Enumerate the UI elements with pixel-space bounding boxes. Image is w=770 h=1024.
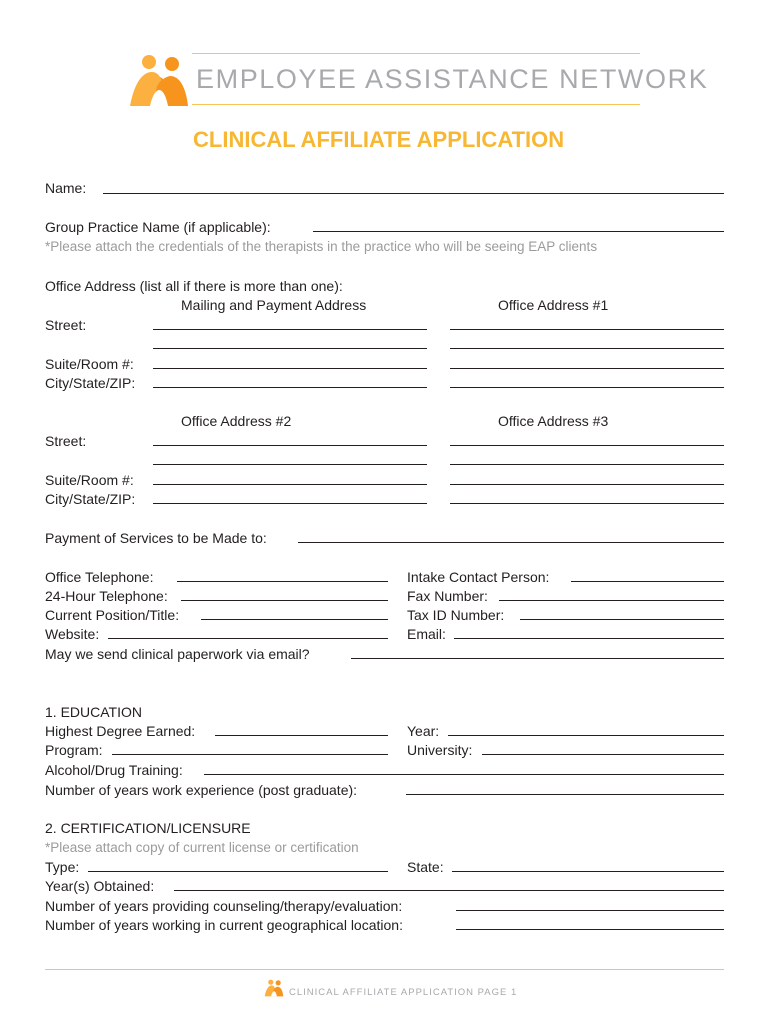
office-phone-field[interactable]: [177, 581, 388, 582]
state-field[interactable]: [452, 871, 724, 872]
office1-suite-field[interactable]: [450, 368, 724, 369]
group-practice-field[interactable]: [313, 231, 724, 232]
university-label: University:: [407, 742, 473, 758]
website-field[interactable]: [108, 638, 388, 639]
years-location-label: Number of years working in current geographical location:: [45, 917, 403, 933]
suite-label: Suite/Room #:: [45, 356, 134, 372]
group-practice-note: *Please attach the credentials of the therapists in the practice who will be seeing EAP clients: [45, 239, 598, 254]
street-label: Street:: [45, 317, 87, 333]
office3-city-field[interactable]: [450, 503, 724, 504]
fax-label: Fax Number:: [407, 588, 488, 604]
office1-street2-field[interactable]: [450, 348, 724, 349]
degree-field[interactable]: [215, 735, 388, 736]
people-group-icon: [128, 52, 190, 108]
office-address-label: Office Address (list all if there is more than one):: [45, 278, 343, 294]
office2-city-field[interactable]: [153, 503, 427, 504]
position-field[interactable]: [201, 619, 388, 620]
header-rule-top: [192, 53, 640, 54]
mailing-suite-field[interactable]: [153, 368, 427, 369]
mailing-street-field[interactable]: [153, 329, 427, 330]
group-practice-label: Group Practice Name (if applicable):: [45, 219, 271, 235]
website-label: Website:: [45, 626, 100, 642]
fax-field[interactable]: [499, 600, 724, 601]
intake-contact-label: Intake Contact Person:: [407, 569, 550, 585]
office2-street2-field[interactable]: [153, 464, 427, 465]
phone-24-field[interactable]: [181, 600, 388, 601]
office3-street-field[interactable]: [450, 445, 724, 446]
program-field[interactable]: [112, 754, 388, 755]
intake-contact-field[interactable]: [571, 581, 724, 582]
experience-field[interactable]: [406, 794, 724, 795]
experience-label: Number of years work experience (post graduate):: [45, 782, 358, 798]
years-location-field[interactable]: [456, 929, 724, 930]
tax-id-label: Tax ID Number:: [407, 607, 505, 623]
year-field[interactable]: [448, 735, 724, 736]
office3-street2-field[interactable]: [450, 464, 724, 465]
page-title: CLINICAL AFFILIATE APPLICATION: [193, 127, 565, 152]
payment-field[interactable]: [298, 542, 724, 543]
year-label: Year:: [407, 723, 440, 739]
certification-heading: 2. CERTIFICATION/LICENSURE: [45, 820, 251, 836]
suite-label-2: Suite/Room #:: [45, 472, 134, 488]
office3-suite-field[interactable]: [450, 484, 724, 485]
office3-heading: Office Address #3: [498, 413, 609, 429]
office1-city-field[interactable]: [450, 387, 724, 388]
office-phone-label: Office Telephone:: [45, 569, 154, 585]
type-field[interactable]: [88, 871, 388, 872]
street-label-2: Street:: [45, 433, 87, 449]
people-group-icon: [264, 979, 284, 997]
email-paperwork-field[interactable]: [351, 658, 724, 659]
type-label: Type:: [45, 859, 80, 875]
years-obtained-label: Year(s) Obtained:: [45, 878, 155, 894]
city-label-2: City/State/ZIP:: [45, 491, 136, 507]
program-label: Program:: [45, 742, 103, 758]
years-counseling-label: Number of years providing counseling/therapy/evaluation:: [45, 898, 403, 914]
office1-street-field[interactable]: [450, 329, 724, 330]
degree-label: Highest Degree Earned:: [45, 723, 196, 739]
mailing-city-field[interactable]: [153, 387, 427, 388]
email-label: Email:: [407, 626, 446, 642]
alcohol-label: Alcohol/Drug Training:: [45, 762, 183, 778]
office2-suite-field[interactable]: [153, 484, 427, 485]
brand-name: EMPLOYEE ASSISTANCE NETWORK: [196, 64, 709, 94]
office2-heading: Office Address #2: [181, 413, 292, 429]
email-field[interactable]: [454, 638, 724, 639]
state-label: State:: [407, 859, 444, 875]
years-counseling-field[interactable]: [456, 910, 724, 911]
office2-street-field[interactable]: [153, 445, 427, 446]
tax-id-field[interactable]: [520, 619, 724, 620]
position-label: Current Position/Title:: [45, 607, 180, 623]
name-field[interactable]: [103, 193, 724, 194]
mailing-street2-field[interactable]: [153, 348, 427, 349]
education-heading: 1. EDUCATION: [45, 704, 142, 720]
email-paperwork-label: May we send clinical paperwork via email?: [45, 646, 310, 662]
footer-rule: [45, 969, 724, 970]
city-label: City/State/ZIP:: [45, 375, 136, 391]
footer-page-label: CLINICAL AFFILIATE APPLICATION PAGE 1: [289, 987, 518, 998]
mailing-heading: Mailing and Payment Address: [181, 297, 367, 313]
name-label: Name:: [45, 180, 87, 196]
certification-note: *Please attach copy of current license or certification: [45, 840, 359, 855]
payment-label: Payment of Services to be Made to:: [45, 530, 267, 546]
office1-heading: Office Address #1: [498, 297, 609, 313]
header-rule-bottom: [192, 104, 640, 105]
years-obtained-field[interactable]: [174, 890, 724, 891]
phone-24-label: 24-Hour Telephone:: [45, 588, 168, 604]
alcohol-field[interactable]: [204, 774, 724, 775]
university-field[interactable]: [482, 754, 724, 755]
